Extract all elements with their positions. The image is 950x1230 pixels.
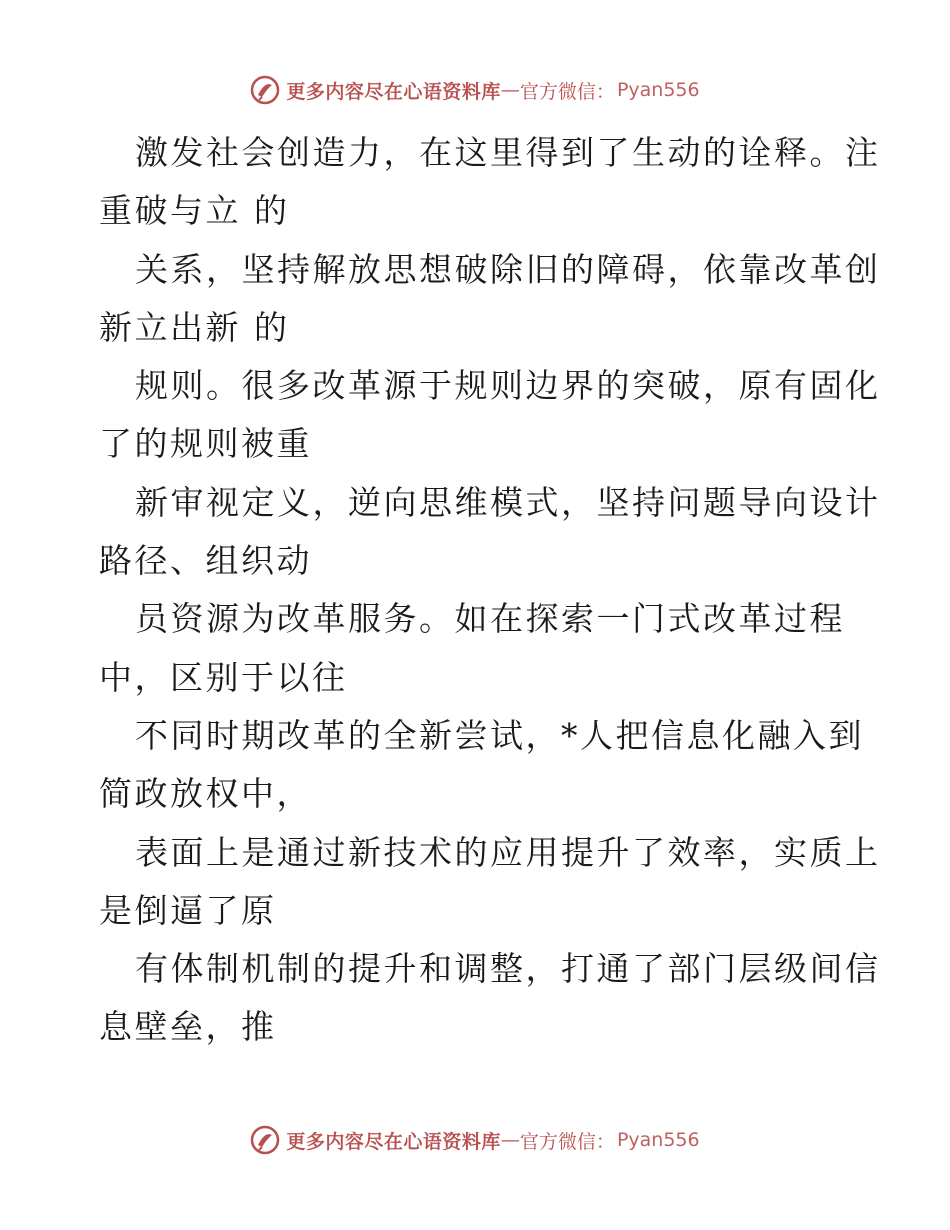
body-text [99, 124, 881, 1057]
header-banner [0, 70, 950, 110]
logo-icon [250, 1125, 280, 1155]
text-line: 新立出新 的 [99, 307, 290, 347]
text-line: 中，区别于以往 [99, 657, 348, 697]
text-line: 不同时期改革的全新尝试，*人把信息化融入到 [135, 715, 864, 755]
text-line: 息壁垒，推 [99, 1007, 277, 1047]
text-line: 员资源为改革服务。如在探索一门式改革过程 [135, 599, 845, 639]
footer-brand: 更多内容尽在心语资料库 [286, 1130, 501, 1153]
header-contact-label: 官方微信： [519, 80, 615, 103]
footer-banner [0, 1120, 950, 1160]
header-separator: — [500, 79, 520, 101]
text-line: 关系，坚持解放思想破除旧的障碍，依靠改革创 [135, 249, 881, 289]
text-line: 是倒逼了原 [99, 890, 277, 930]
text-line: 新审视定义，逆向思维模式，坚持问题导向设计 [135, 482, 881, 522]
text-line: 路径、组织动 [99, 541, 312, 581]
text-line: 了的规则被重 [99, 424, 312, 464]
text-line: 有体制机制的提升和调整，打通了部门层级间信 [135, 949, 881, 989]
text-line: 重破与立 的 [99, 191, 290, 231]
text-line: 规则。很多改革源于规则边界的突破，原有固化 [135, 366, 881, 406]
header-contact-id: Pyan556 [616, 79, 700, 101]
header-brand: 更多内容尽在心语资料库 [286, 80, 501, 103]
footer-contact-label: 官方微信： [519, 1130, 615, 1153]
logo-icon [250, 75, 280, 105]
text-line: 激发社会创造力，在这里得到了生动的诠释。注 [135, 133, 881, 172]
footer-separator: — [500, 1129, 520, 1151]
footer-contact-id: Pyan556 [616, 1129, 700, 1151]
text-line: 简政放权中， [99, 774, 312, 814]
text-line: 表面上是通过新技术的应用提升了效率，实质上 [135, 832, 881, 872]
